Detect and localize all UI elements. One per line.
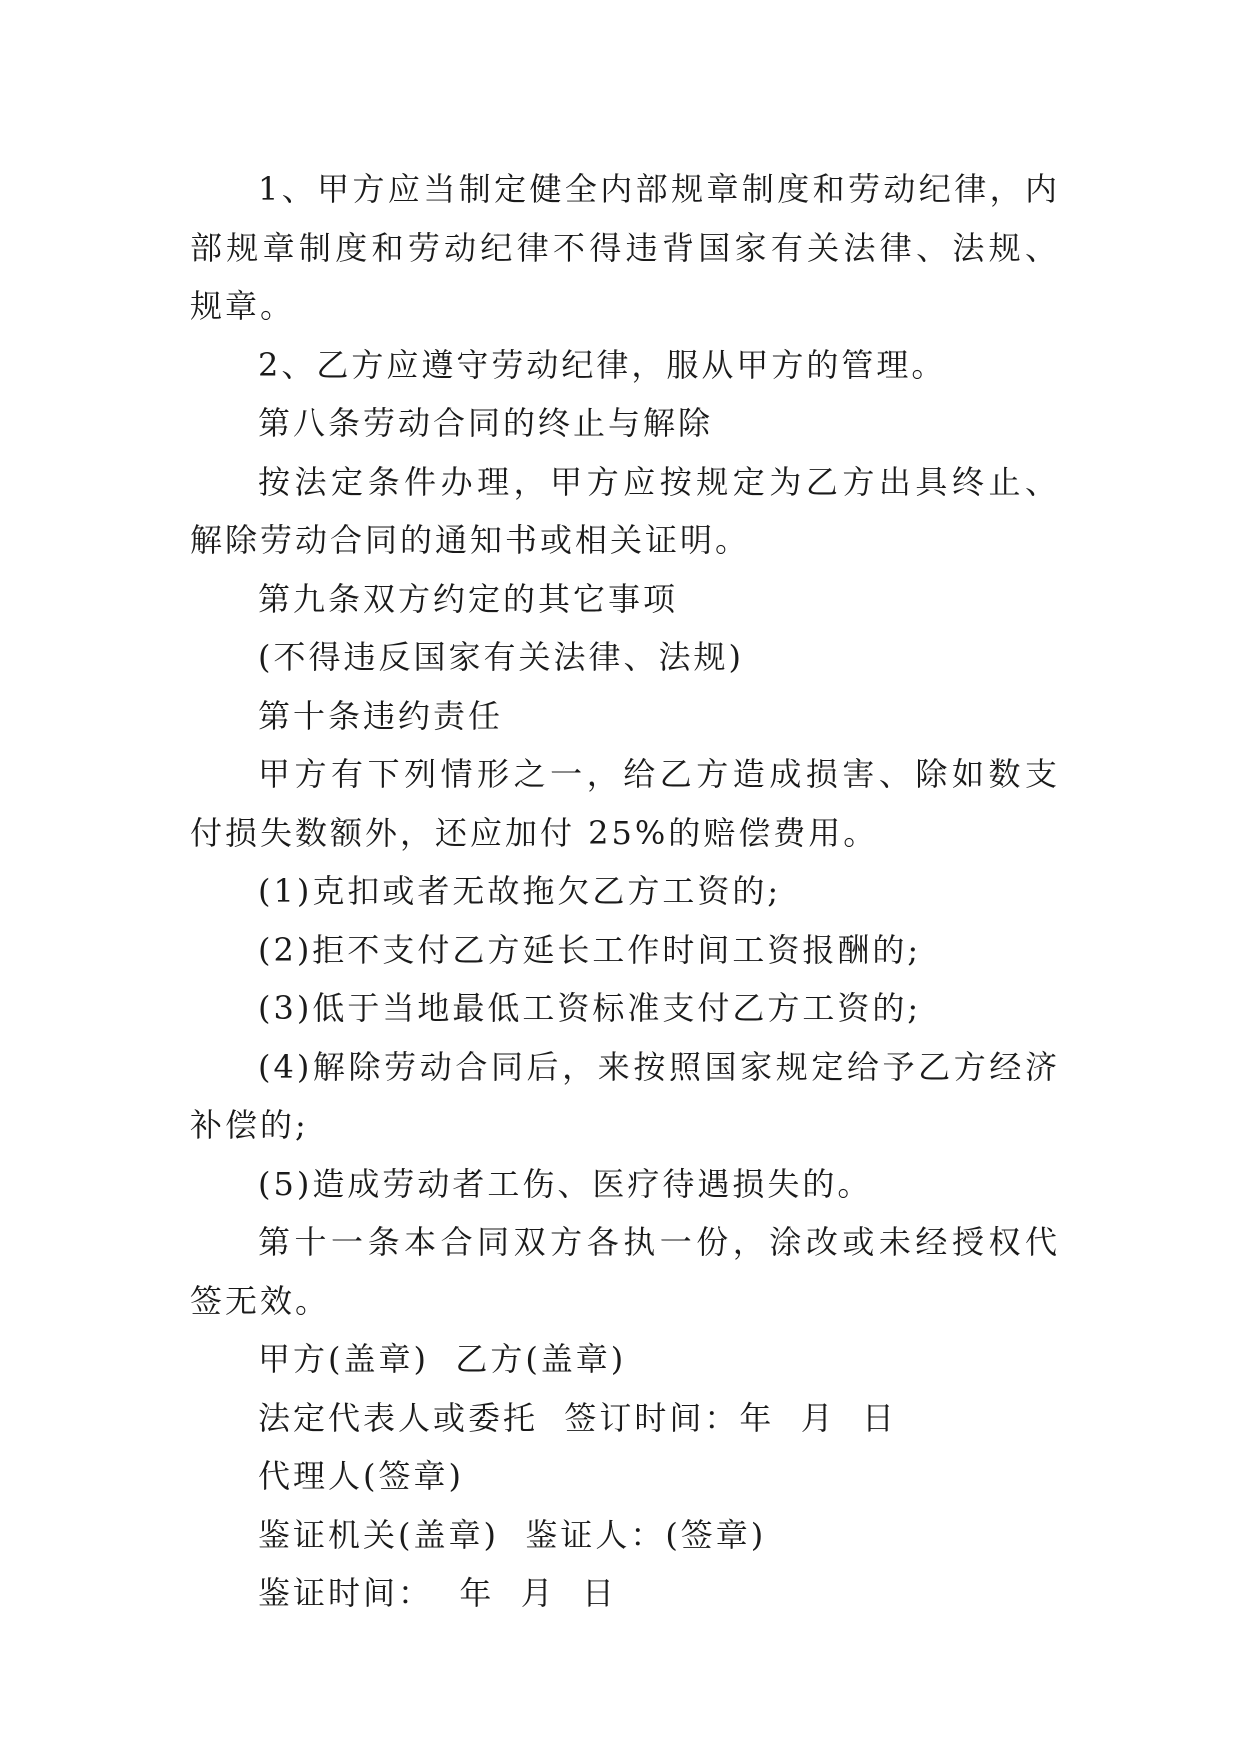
paragraph-rules-1: 1、甲方应当制定健全内部规章制度和劳动纪律，内部规章制度和劳动纪律不得违背国家有关法律、法规、规章。 — [190, 170, 1060, 325]
paragraph-article-11: 第十一条本合同双方各执一份，涂改或未经授权代签无效。 — [190, 1223, 1060, 1320]
heading-article-9: 第九条双方约定的其它事项 — [258, 579, 679, 618]
signature-authentication-line: 鉴证机关(盖章) 鉴证人：(签章) — [258, 1515, 767, 1554]
signature-representative-line: 法定代表人或委托 签订时间：年 月 日 — [258, 1398, 898, 1437]
paragraph-rules-2: 2、乙方应遵守劳动纪律，服从甲方的管理。 — [258, 345, 947, 384]
heading-article-8: 第八条劳动合同的终止与解除 — [258, 404, 714, 442]
list-item-2: (2)拒不支付乙方延长工作时间工资报酬的; — [258, 930, 922, 969]
heading-article-10: 第十条违约责任 — [258, 696, 504, 735]
paragraph-article-10: 甲方有下列情形之一，给乙方造成损害、除如数支付损失数额外，还应加付 25%的赔偿费用。 — [190, 755, 1060, 852]
signature-party-line: 甲方(盖章) 乙方(盖章) — [258, 1340, 627, 1378]
paragraph-article-9: (不得违反国家有关法律、法规) — [258, 638, 744, 676]
paragraph-article-8: 按法定条件办理，甲方应按规定为乙方出具终止、解除劳动合同的通知书或相关证明。 — [190, 462, 1060, 559]
signature-authentication-date-line: 鉴证时间： 年 月 日 — [258, 1574, 618, 1612]
list-item-5: (5)造成劳动者工伤、医疗待遇损失的。 — [258, 1164, 873, 1203]
document-body — [190, 160, 1060, 1623]
signature-agent-line: 代理人(签章) — [258, 1457, 464, 1495]
list-item-4: (4)解除劳动合同后，来按照国家规定给予乙方经济补偿的; — [190, 1047, 1060, 1144]
list-item-1: (1)克扣或者无故拖欠乙方工资的; — [258, 872, 782, 910]
list-item-3: (3)低于当地最低工资标准支付乙方工资的; — [258, 989, 922, 1027]
